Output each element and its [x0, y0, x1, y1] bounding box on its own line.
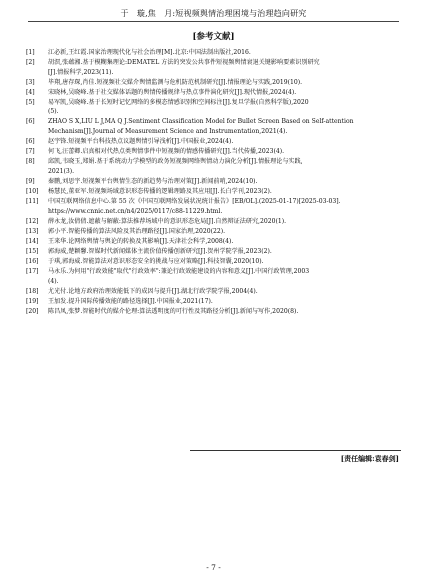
- reference-text: [48, 88, 401, 98]
- reference-number: [20]: [26, 307, 39, 315]
- reference-item: [26, 147, 401, 157]
- reference-line: 邱凯,韦晓玉,郑娟.基于系统动力学模型的政务短视频网络舆情动力演化分析[J].情报理论与实践,: [48, 158, 303, 166]
- reference-number: [7]: [26, 148, 35, 156]
- reference-line: 尤光付.论地方政府治理效能低下的成因与提升[J].湖北行政学院学报,2004(4).: [48, 287, 258, 295]
- reference-item: [26, 137, 401, 147]
- reference-list: [26, 48, 401, 317]
- reference-number: [12]: [26, 217, 39, 225]
- responsible-editor: [责任编辑:袁春剑]: [340, 454, 399, 463]
- reference-number: [6]: [26, 138, 35, 146]
- reference-line: 王来华.论网络舆情与舆论的转换及其影响[J].天津社会科学,2008(4).: [48, 237, 234, 245]
- reference-number: [19]: [26, 297, 39, 305]
- reference-text: [48, 267, 401, 286]
- reference-line: Mechanism[J].Journal of Measurement Science and Instrumentation,2021(4).: [48, 127, 288, 135]
- reference-line: 何飞,汪蕾卿.启真相对代热点类舆情事件中短视频的情感传播研究[J].当代传播,2023(4).: [48, 148, 285, 156]
- header-rule: [28, 21, 399, 22]
- reference-text: [48, 137, 401, 147]
- reference-item: [26, 117, 401, 136]
- reference-item: [26, 257, 401, 267]
- reference-text: [48, 307, 401, 317]
- reference-text: [48, 187, 401, 197]
- reference-line: 宋晓林,吴晓峰.基于社交媒体话题的舆情传播规律与热点事件演化研究[J].现代情报,2024(4).: [48, 88, 297, 96]
- reference-number: [11]: [26, 198, 39, 206]
- reference-text: [48, 257, 401, 267]
- reference-line: 毕翔,唐存琛,肖佳.短视频社交媒介舆情监测与危机防范机制研究[J].情报理论与实践,2019(10).: [48, 78, 303, 86]
- reference-item: [26, 98, 401, 117]
- reference-line: 易军凯,吴晓峰.基于长短时记忆网络的多模态情感识别和空间标注[J].复旦学报(自然科学版),2020: [48, 98, 309, 106]
- reference-item: [26, 217, 401, 227]
- reference-item: [26, 297, 401, 307]
- reference-item: [26, 157, 401, 176]
- reference-line: 王加发.提升国际传播效能的路径选择[J].中国报业,2021(17).: [48, 297, 213, 305]
- reference-text: [48, 58, 401, 77]
- reference-text: [48, 227, 401, 237]
- reference-line: 薛永龙,汝倩倩.遮蔽与解蔽:算法推荐场域中的意识形态危局[J].自然辩证法研究,2020(1).: [48, 217, 287, 225]
- reference-line: 秦鹏,刘思宇.短视频平台舆情生态的新趋势与治理对策[J].新闻前哨,2024(10).: [48, 177, 258, 185]
- reference-number: [9]: [26, 177, 35, 185]
- reference-number: [10]: [26, 187, 39, 195]
- reference-item: [26, 78, 401, 88]
- reference-line: [J].情报科学,2023(11).: [48, 68, 114, 76]
- reference-line: 2021(3).: [48, 167, 75, 175]
- reference-item: [26, 287, 401, 297]
- reference-line: 马永乐.为何用"行政效能"取代"行政效率":兼论行政效能建设的内容和意义[J].中国行政管理,2003: [48, 268, 310, 276]
- reference-line: 胡溟,张蕴湘.基于模糊集理论:DEMATEL 方法的突发公共事件短视频舆情衰退关键影响要素识别研究: [48, 59, 320, 67]
- reference-text: [48, 197, 401, 216]
- reference-text: [48, 117, 401, 136]
- reference-number: [13]: [26, 227, 39, 235]
- reference-item: [26, 187, 401, 197]
- reference-number: [6]: [26, 118, 35, 126]
- reference-text: [48, 48, 401, 58]
- reference-line: (4).: [48, 277, 59, 285]
- reference-text: [48, 78, 401, 88]
- reference-number: [17]: [26, 268, 39, 276]
- reference-item: [26, 237, 401, 247]
- reference-item: [26, 58, 401, 77]
- reference-line: 陈昌凤,张梦.智能时代的媒介伦理:算法透明度的可行性及其路径分析[J].新闻与写作,2020(8).: [48, 307, 299, 315]
- reference-item: [26, 267, 401, 286]
- reference-number: [14]: [26, 237, 39, 245]
- reference-line: 郭海威,楚颖馨.智媒时代新闻媒体主流价值传播创新研究[J].贺州学院学报,2023(2).: [48, 247, 272, 255]
- references-title: [参考文献]: [192, 32, 235, 42]
- reference-number: [3]: [26, 78, 35, 86]
- reference-line: 郭小平.智能传播的算法风险及其治理路径[J].国家治理,2020(22).: [48, 227, 226, 235]
- reference-number: [15]: [26, 247, 39, 255]
- reference-line: 赵宇锋.短视频平台科技热点议题舆情引导浅析[J].中国报业,2024(4).: [48, 138, 234, 146]
- reference-line: 中国互联网络信息中心.第 55 次《中国互联网络发展状况统计报告》[EB/OL].(2025-01-17)[2025-03-03].: [48, 198, 341, 206]
- reference-text: [48, 297, 401, 307]
- reference-text: [48, 217, 401, 227]
- reference-text: [48, 177, 401, 187]
- reference-line: 于琪,郭海威.智能算法对意识形态安全的挑战与应对策略[J].科技智囊,2020(10).: [48, 258, 264, 265]
- reference-text: [48, 237, 401, 247]
- page-number: - 7 -: [206, 563, 221, 572]
- reference-item: [26, 247, 401, 257]
- reference-text: [48, 98, 401, 117]
- reference-item: [26, 307, 401, 317]
- reference-number: [1]: [26, 49, 35, 56]
- reference-item: [26, 48, 401, 58]
- running-head: 于 璇,焦 月:短视频舆情治理困境与治理趋向研究: [120, 9, 307, 18]
- reference-number: [2]: [26, 59, 35, 67]
- reference-line: https://www.cnnic.net.cn/n4/2025/0117/c88-11229.html.: [48, 207, 223, 215]
- reference-text: [48, 157, 401, 176]
- reference-item: [26, 88, 401, 98]
- reference-number: [5]: [26, 98, 35, 106]
- reference-item: [26, 197, 401, 216]
- reference-number: [18]: [26, 287, 39, 295]
- reference-text: [48, 147, 401, 157]
- reference-item: [26, 177, 401, 187]
- reference-text: [48, 247, 401, 257]
- reference-line: 江必新,王红霞.国家治理现代化与社会治理[M].北京:中国法制出版社,2016.: [48, 49, 251, 56]
- reference-line: (5).: [48, 108, 59, 116]
- reference-line: ZHAO S X,LIU L J,MA Q J.Sentiment Classification Model for Bullet Screen Based on Self-attention: [48, 118, 354, 126]
- reference-line: 杨慧民,董亚军.短视频场域意识形态传播的逻辑理路及其应用[J].长白学刊,2023(2).: [48, 187, 272, 195]
- reference-item: [26, 227, 401, 237]
- reference-number: [16]: [26, 258, 39, 265]
- reference-text: [48, 287, 401, 297]
- editor-rule: [190, 450, 401, 451]
- reference-number: [4]: [26, 88, 35, 96]
- reference-number: [8]: [26, 158, 35, 166]
